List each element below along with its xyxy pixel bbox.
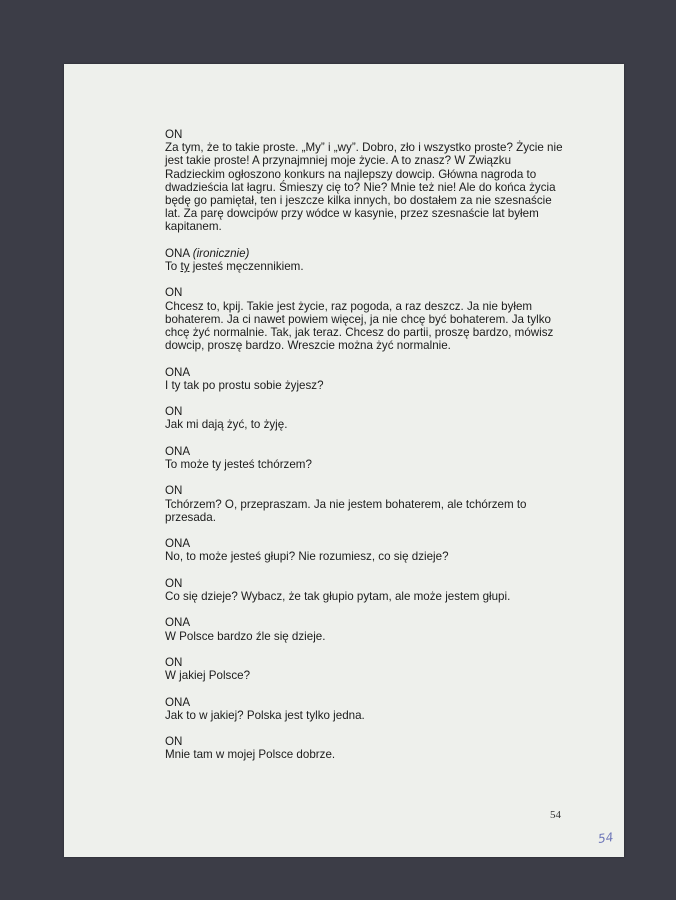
speaker-name [165, 405, 565, 418]
dialogue-line: Jak to w jakiej? Polska jest tylko jedna. [165, 708, 365, 722]
dialogue-text [165, 128, 565, 775]
dialogue-block [165, 247, 565, 273]
speaker-label: ON [165, 128, 183, 141]
handwritten-page-number: 54 [597, 830, 615, 846]
dialogue-block [165, 405, 565, 431]
dialogue-block [165, 656, 565, 682]
speaker-name [165, 656, 565, 669]
speaker-label: ON [165, 484, 183, 498]
dialogue-line: dowcip, proszę bardzo. Wreszcie można żyć normalnie. [165, 339, 451, 353]
speaker-label: ON [165, 655, 183, 669]
dialogue-line: bohaterem. Ja ci nawet powiem więcej, ja nie chcę być bohaterem. Ja tylko [165, 312, 552, 326]
dialogue-block [165, 696, 565, 722]
line-part: To [165, 260, 181, 274]
dialogue-line: W jakiej Polsce? [165, 669, 251, 683]
dialogue-line: W Polsce bardzo źle się dzieje. [165, 629, 326, 643]
page-number: 54 [550, 809, 561, 821]
dialogue-block [165, 366, 565, 392]
dialogue-line: To może ty jesteś tchórzem? [165, 458, 312, 471]
speaker-name [165, 445, 565, 458]
speaker-name [165, 247, 565, 260]
dialogue-line: Radzieckim ogłoszono konkurs na najlepszy dowcip. Główna nagroda to [165, 167, 537, 181]
speaker-name [165, 537, 565, 550]
dialogue-line: chcę żyć normalnie. Tak, jak teraz. Chcesz do partii, proszę bardzo, mówisz [165, 326, 554, 340]
dialogue-line: Tchórzem? O, przepraszam. Ja nie jestem bohaterem, ale tchórzem to [165, 497, 527, 511]
dialogue-line: I ty tak po prostu sobie żyjesz? [165, 378, 324, 392]
speaker-label: ON [165, 286, 183, 300]
dialogue-block [165, 537, 565, 563]
dialogue-block [165, 735, 565, 761]
dialogue-line: lat. Za parę dowcipów przy wódce w kasynie, przez szesnaście lat byłem [165, 207, 539, 221]
dialogue-line: No, to może jesteś głupi? Nie rozumiesz, co się dzieje? [165, 550, 449, 564]
speaker-name [165, 616, 565, 629]
speaker-label: ONA [165, 616, 191, 630]
speaker-label: ON [165, 405, 183, 419]
dialogue-block [165, 577, 565, 603]
speaker-label: ONA [165, 246, 190, 260]
dialogue-line: Jak mi dają żyć, to żyję. [165, 418, 288, 432]
dialogue-block [165, 616, 565, 642]
speaker-label: ONA [165, 444, 191, 458]
speaker-label: ONA [165, 695, 191, 709]
speaker-name [165, 696, 565, 709]
dialogue-block [165, 286, 565, 352]
dialogue-block [165, 484, 565, 524]
underlined-word: ty [180, 260, 190, 274]
stage-direction: (ironicznie) [192, 246, 250, 260]
dialogue-line: Za tym, że to takie proste. „My” i „wy”. Dobro, zło i wszystko proste? Życie nie [165, 141, 563, 155]
line-part: jesteś męczennikiem. [189, 260, 304, 274]
dialogue-block [165, 445, 565, 471]
dialogue-line [165, 260, 565, 273]
dialogue-line: dwadzieścia lat łagru. Śmieszy cię to? Nie? Mnie też nie! Ale do końca życia [165, 180, 556, 194]
speaker-label: ONA [165, 537, 191, 551]
speaker-label: ON [165, 735, 183, 749]
dialogue-line: kapitanem. [165, 220, 222, 234]
speaker-name [165, 577, 565, 590]
speaker-name [165, 286, 565, 299]
dialogue-line: przesada. [165, 510, 216, 524]
dialogue-line: jest takie proste! A przynajmniej moje życie. A to znasz? W Związku [165, 154, 512, 168]
dialogue-line: Chcesz to, kpij. Takie jest życie, raz pogoda, a raz deszcz. Ja nie byłem [165, 299, 533, 313]
speaker-name [165, 128, 565, 141]
speaker-name [165, 366, 565, 379]
speaker-name [165, 735, 565, 748]
speaker-name [165, 484, 565, 497]
speaker-label: ONA [165, 365, 191, 379]
dialogue-line: będę go pamiętał, ten i jeszcze kilka innych, bo dostałem za nie szesnaście [165, 194, 552, 208]
document-page [64, 64, 624, 857]
dialogue-block [165, 128, 565, 234]
dialogue-line: Co się dzieje? Wybacz, że tak głupio pytam, ale może jestem głupi. [165, 589, 511, 603]
speaker-label: ON [165, 576, 183, 590]
dialogue-line: Mnie tam w mojej Polsce dobrze. [165, 748, 336, 762]
